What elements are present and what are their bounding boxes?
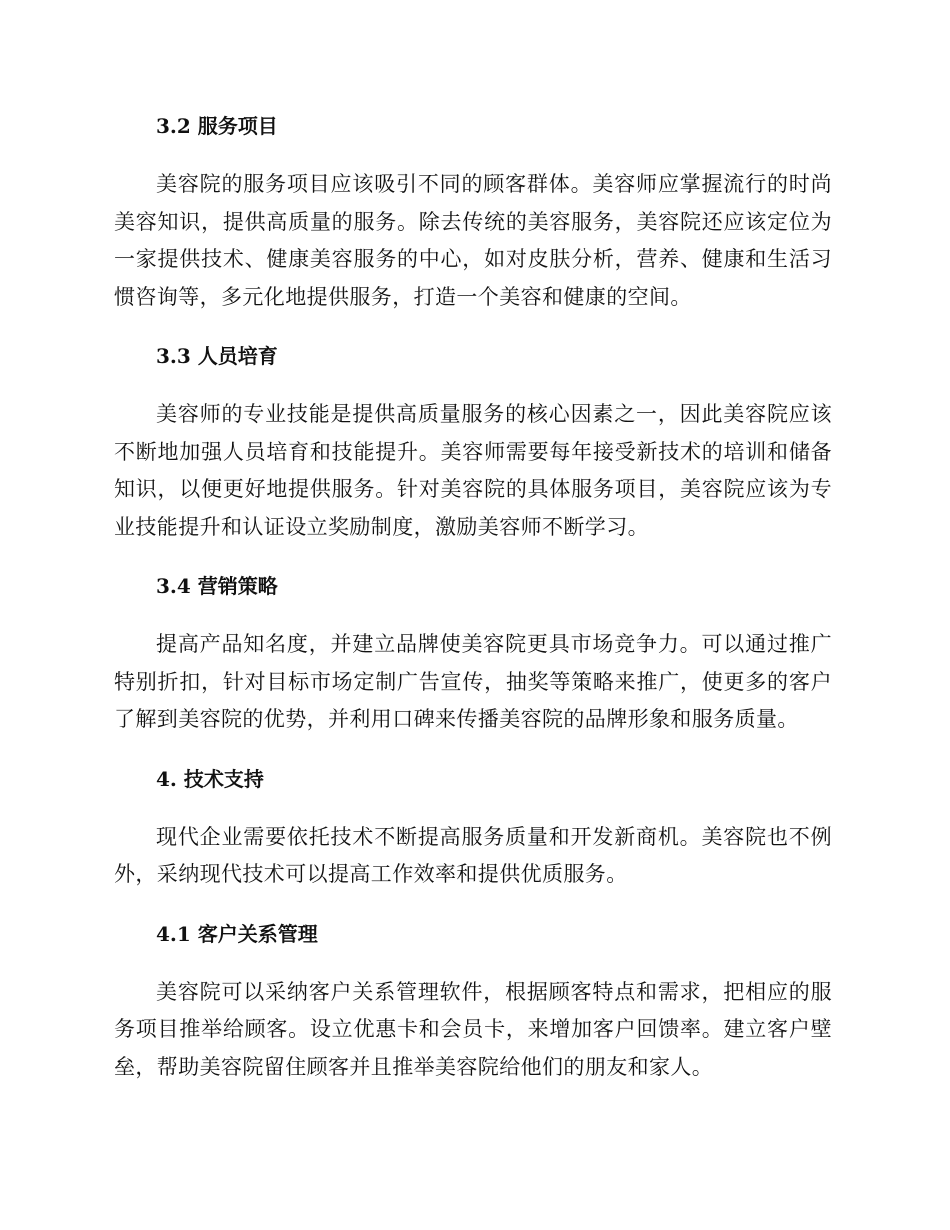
section-heading-3-2: 3.2 服务项目 [156,114,278,138]
section-heading-3-4: 3.4 营销策略 [156,574,278,598]
section-heading-3-3: 3.3 人员培育 [156,344,278,368]
section-heading-4-1: 4.1 客户关系管理 [156,921,318,946]
section-body-3-2: 美容院的服务项目应该吸引不同的顾客群体。美容师应掌握流行的时尚美容知识，提供高质量的服务。除去传统的美容服务，美容院还应该定位为一家提供技术、健康美容服务的中心，如对皮肤分析，营养、健康和生活习惯咨询等，多元化地提供服务，打造一个美容和健康的空间。 [114,172,832,309]
section-body-3-3: 美容师的专业技能是提供高质量服务的核心因素之一，因此美容院应该不断地加强人员培育和技能提升。美容师需要每年接受新技术的培训和储备知识，以便更好地提供服务。针对美容院的具体服务项目，美容院应该为专业技能提升和认证设立奖励制度，激励美容师不断学习。 [114,402,832,539]
section-body-3-4: 提高产品知名度，并建立品牌使美容院更具市场竞争力。可以通过推广特别折扣，针对目标市场定制广告宣传，抽奖等策略来推广，使更多的客户了解到美容院的优势，并利用口碑来传播美容院的品牌形象和服务质量。 [114,632,832,731]
section-heading-4: 4. 技术支持 [156,766,264,791]
section-body-4: 现代企业需要依托技术不断提高服务质量和开发新商机。美容院也不例外，采纳现代技术可以提高工作效率和提供优质服务。 [114,824,832,886]
section-body-4-1: 美容院可以采纳客户关系管理软件，根据顾客特点和需求，把相应的服务项目推举给顾客。设立优惠卡和会员卡，来增加客户回馈率。建立客户壁垒，帮助美容院留住顾客并且推举美容院给他们的朋友和家人。 [114,979,832,1079]
